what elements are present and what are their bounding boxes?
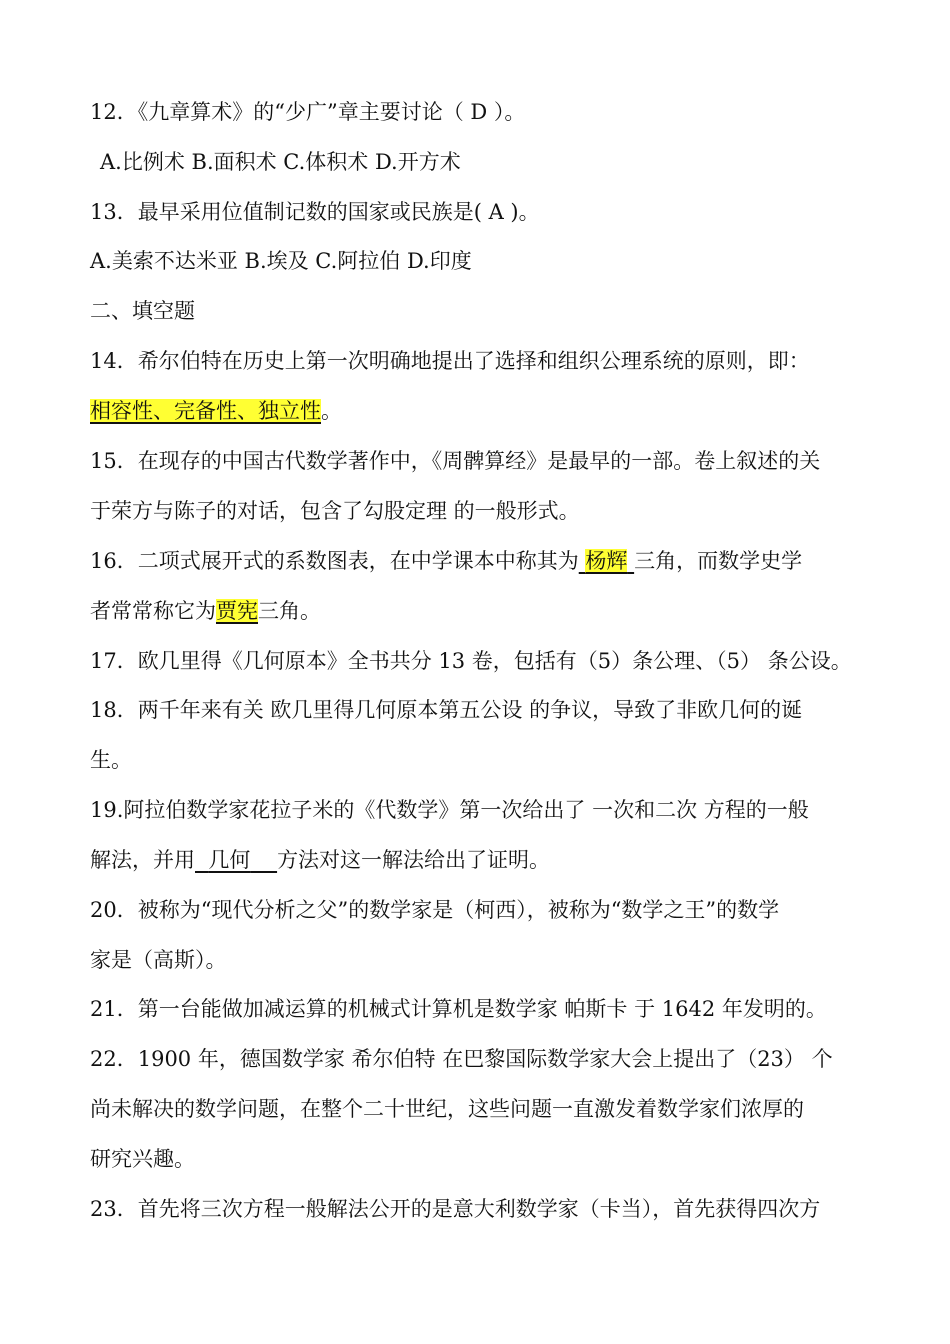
q16-mid: 三角，而数学史学 <box>634 549 803 573</box>
q18-line1: 18．两千年来有关 欧几里得几何原本第五公设 的争议，导致了非欧几何的诞 <box>90 698 803 722</box>
q16-answer1-highlight: 杨辉 <box>585 549 628 573</box>
q15-line1: 15．在现存的中国古代数学著作中，《周髀算经》是最早的一部。卷上叙述的关 <box>90 449 821 473</box>
q16-line2-pre: 者常常称它为 <box>90 599 216 623</box>
q18-line2: 生。 <box>90 748 132 772</box>
q13-options: A.美索不达米亚 B.埃及 C.阿拉伯 D.印度 <box>90 249 472 273</box>
q14-line1: 14．希尔伯特在历史上第一次明确地提出了选择和组织公理系统的原则，即： <box>90 349 810 373</box>
q14-end: 。 <box>321 399 342 423</box>
q16-pre: 16．二项式展开式的系数图表，在中学课本中称其为 <box>90 549 579 573</box>
q22-line1: 22．1900 年，德国数学家 希尔伯特 在巴黎国际数学家大会上提出了（23） 个 <box>90 1047 833 1071</box>
q19-line2-post: 方法对这一解法给出了证明。 <box>277 848 551 872</box>
q19-line2 <box>90 845 870 875</box>
q19-line1: 19.阿拉伯数学家花拉子米的《代数学》第一次给出了 一次和二次 方程的一般 <box>90 798 809 822</box>
q22-line3: 研究兴趣。 <box>90 1147 195 1171</box>
q19-line2-pre: 解法，并用 <box>90 848 195 872</box>
section-title: 二、填空题 <box>90 299 195 323</box>
q16-answer2-highlight: 贾宪 <box>216 599 258 623</box>
q12-question: 12．《九章算术》的“少广”章主要讨论（ D ）。 <box>90 100 526 124</box>
q14-line2 <box>90 396 870 426</box>
q16-line1 <box>90 546 870 576</box>
q23-line1: 23．首先将三次方程一般解法公开的是意大利数学家（卡当），首先获得四次方 <box>90 1197 821 1221</box>
q12-options: A.比例术 B.面积术 C.体积术 D.开方术 <box>100 150 461 174</box>
q17: 17．欧几里得《几何原本》全书共分 13 卷，包括有（5）条公理、（5） 条公设。 <box>90 649 852 673</box>
q19-answer: 几何 <box>208 848 251 872</box>
q13-question: 13．最早采用位值制记数的国家或民族是( A )。 <box>90 200 540 224</box>
q20-line1: 20．被称为“现代分析之父”的数学家是（柯西），被称为“数学之王”的数学 <box>90 898 780 922</box>
q22-line2: 尚未解决的数学问题，在整个二十世纪，这些问题一直激发着数学家们浓厚的 <box>90 1097 804 1121</box>
q15-line2: 于荣方与陈子的对话，包含了勾股定理 的一般形式。 <box>90 499 580 523</box>
q16-line2 <box>90 596 870 626</box>
q21: 21．第一台能做加减运算的机械式计算机是数学家 帕斯卡 于 1642 年发明的。 <box>90 997 827 1021</box>
q14-answer-highlight: 相容性、完备性、独立性 <box>90 399 321 423</box>
q16-line2-post: 三角。 <box>258 599 321 623</box>
q20-line2: 家是（高斯）。 <box>90 948 227 972</box>
